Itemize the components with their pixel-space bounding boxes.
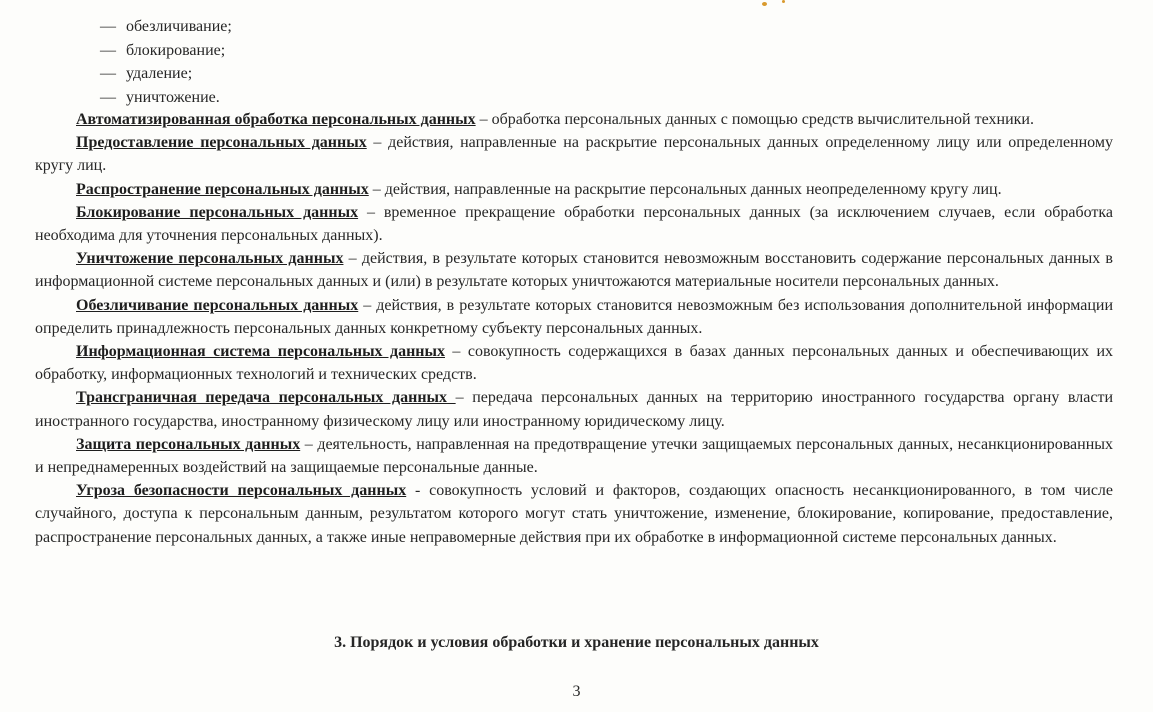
definition-text: – действия, в результате которых становится невозможным без использования дополнительной информации определить принадлежность персональных данных конкретному субъекту персональных данных. bbox=[35, 296, 1114, 337]
definition-term: Защита персональных данных bbox=[76, 435, 301, 453]
list-item bbox=[100, 39, 232, 63]
list-item-text: удаление; bbox=[126, 65, 193, 82]
definition-paragraph bbox=[35, 433, 1113, 479]
ink-speck bbox=[782, 0, 785, 3]
definition-term: Распространение персональных данных bbox=[76, 180, 369, 198]
definition-term: Угроза безопасности персональных данных bbox=[76, 482, 407, 500]
definition-term: Блокирование персональных данных bbox=[76, 203, 359, 221]
list-item bbox=[100, 15, 232, 39]
definition-text: – действия, направленные на раскрытие персональных данных определенному лицу или определенному кругу лиц. bbox=[35, 134, 1113, 175]
definition-paragraph bbox=[35, 247, 1113, 293]
definition-paragraph bbox=[35, 386, 1113, 432]
definition-paragraph bbox=[35, 201, 1113, 247]
definition-paragraph bbox=[35, 479, 1113, 549]
definition-term: Информационная система персональных данных bbox=[76, 343, 445, 361]
definition-paragraph bbox=[35, 108, 1113, 131]
definition-term: Автоматизированная обработка персональных данных bbox=[76, 111, 476, 128]
definition-paragraph bbox=[35, 178, 1113, 201]
list-item-text: блокирование; bbox=[126, 41, 226, 59]
dash-marker: — bbox=[100, 65, 116, 82]
dash-list bbox=[100, 15, 232, 109]
list-item bbox=[100, 62, 232, 86]
definition-term: Уничтожение персональных данных bbox=[76, 250, 344, 268]
definition-term: Предоставление персональных данных bbox=[76, 134, 367, 152]
ink-speck bbox=[762, 2, 767, 6]
definition-text: – действия, в результате которых становится невозможным восстановить содержание персональных данных в информационной системе персональных данных и (или) в результате которых уничтожаются материальные носители персональных данных. bbox=[35, 250, 1113, 291]
definition-paragraph bbox=[35, 340, 1113, 386]
definitions-section bbox=[35, 108, 1113, 549]
definition-paragraph bbox=[35, 294, 1113, 340]
dash-marker: — bbox=[100, 88, 116, 106]
definition-text: – деятельность, направленная на предотвращение утечки защищаемых персональных данных, несанкционированных и непреднамеренных воздействий на защищаемые персональные данные. bbox=[35, 435, 1114, 477]
definition-text: – совокупность содержащихся в базах данных персональных данных и обеспечивающих их обработку, информационных технологий и технических средств. bbox=[35, 343, 1113, 384]
list-item-text: уничтожение. bbox=[126, 88, 220, 106]
definition-text: – передача персональных данных на территорию иностранного государства органу власти иностранного государства, иностранному физическому лицу или иностранному юридическому лицу. bbox=[35, 389, 1114, 430]
list-item-text: обезличивание; bbox=[126, 18, 232, 35]
dash-marker: — bbox=[100, 41, 116, 59]
page-number: 3 bbox=[572, 683, 581, 700]
section-heading: 3. Порядок и условия обработки и хранение персональных данных bbox=[334, 634, 819, 651]
definition-term: Трансграничная передача персональных данных bbox=[76, 389, 456, 407]
definition-text: – обработка персональных данных с помощью средств вычислительной техники. bbox=[475, 111, 1034, 128]
definition-text: – временное прекращение обработки персональных данных (за исключением случаев, если обработка необходима для уточнения персональных данных). bbox=[35, 203, 1114, 245]
definition-paragraph bbox=[35, 131, 1113, 177]
definition-text: - совокупность условий и факторов, создающих опасность несанкционированного, в том числе случайного, доступа к персональным данным, результатом которого могут стать уничтожение, изменение, блокирование, копирование, предоставление, распространение персональных данных, а также иные неправомерные действия при их обработке в информационной системе персональных данных. bbox=[35, 482, 1114, 546]
definition-term: Обезличивание персональных данных bbox=[76, 296, 359, 314]
definition-text: – действия, направленные на раскрытие персональных данных неопределенному кругу лиц. bbox=[368, 180, 1002, 198]
dash-marker: — bbox=[100, 18, 116, 35]
list-item bbox=[100, 86, 232, 110]
